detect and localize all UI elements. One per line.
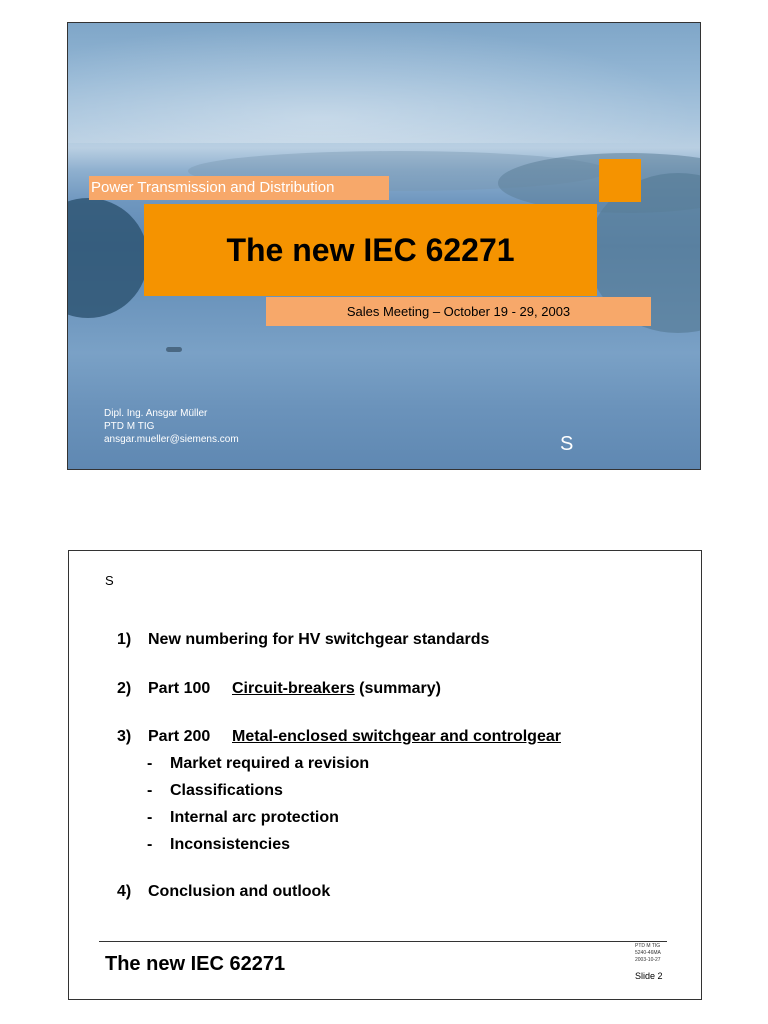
bullet-dash: - xyxy=(147,755,153,772)
agenda-link-metal-enclosed[interactable]: Metal-enclosed switchgear and controlgear xyxy=(232,728,561,745)
agenda-text: New numbering for HV switchgear standards xyxy=(148,631,490,648)
boat xyxy=(166,347,182,352)
title-box xyxy=(144,204,597,296)
siemens-logo: S xyxy=(105,573,114,588)
author-block xyxy=(104,407,239,446)
agenda-subitem xyxy=(117,750,677,777)
agenda-link-circuit-breakers[interactable]: Circuit-breakers xyxy=(232,680,355,697)
agenda-part: Part 100 xyxy=(148,680,211,697)
agenda-text xyxy=(148,678,441,700)
decorative-orange-square xyxy=(599,159,641,202)
agenda-part: Part 200 xyxy=(148,728,211,745)
agenda-text xyxy=(148,726,561,748)
subitem-text: Classifications xyxy=(170,782,283,799)
author-email: ansgar.mueller@siemens.com xyxy=(104,434,239,445)
agenda-number: 3) xyxy=(117,728,132,745)
slide-title: The new IEC 62271 xyxy=(226,231,515,268)
footer-title: The new IEC 62271 xyxy=(105,953,286,975)
agenda-item xyxy=(117,629,677,651)
agenda-number: 4) xyxy=(117,883,132,900)
agenda-number: 1) xyxy=(117,631,132,648)
agenda-suffix: (summary) xyxy=(354,680,441,697)
subitem-text: Inconsistencies xyxy=(170,836,291,853)
subitem-text: Market required a revision xyxy=(170,755,370,772)
agenda-item xyxy=(117,881,677,903)
title-slide xyxy=(67,22,701,470)
agenda-item xyxy=(117,678,677,700)
agenda-subitem xyxy=(117,804,677,831)
bullet-dash: - xyxy=(147,809,153,826)
agenda-slide xyxy=(68,550,702,1000)
author-department: PTD M TIG xyxy=(104,421,155,432)
agenda-subitem xyxy=(117,831,677,858)
agenda-list xyxy=(117,629,677,903)
footer-meta-line: 5240-46MA xyxy=(635,950,661,956)
siemens-logo: S xyxy=(560,433,574,455)
subitem-text: Internal arc protection xyxy=(170,809,339,826)
slide-number: Slide 2 xyxy=(635,971,663,981)
footer-meta-line: PTD M TIG xyxy=(635,943,661,949)
division-label: Power Transmission and Distribution xyxy=(89,176,389,200)
sky-haze xyxy=(68,23,700,143)
bullet-dash: - xyxy=(147,836,153,853)
agenda-text: Conclusion and outlook xyxy=(148,883,331,900)
footer-meta-line: 2003-10-27 xyxy=(635,957,661,963)
footer-meta xyxy=(635,943,661,964)
foreground-island xyxy=(67,198,148,318)
agenda-number: 2) xyxy=(117,680,132,697)
footer-divider xyxy=(99,941,667,942)
event-subtitle: Sales Meeting – October 19 - 29, 2003 xyxy=(266,297,651,326)
agenda-item xyxy=(117,726,677,748)
agenda-subitem xyxy=(117,777,677,804)
bullet-dash: - xyxy=(147,782,153,799)
author-name: Dipl. Ing. Ansgar Müller xyxy=(104,408,208,419)
